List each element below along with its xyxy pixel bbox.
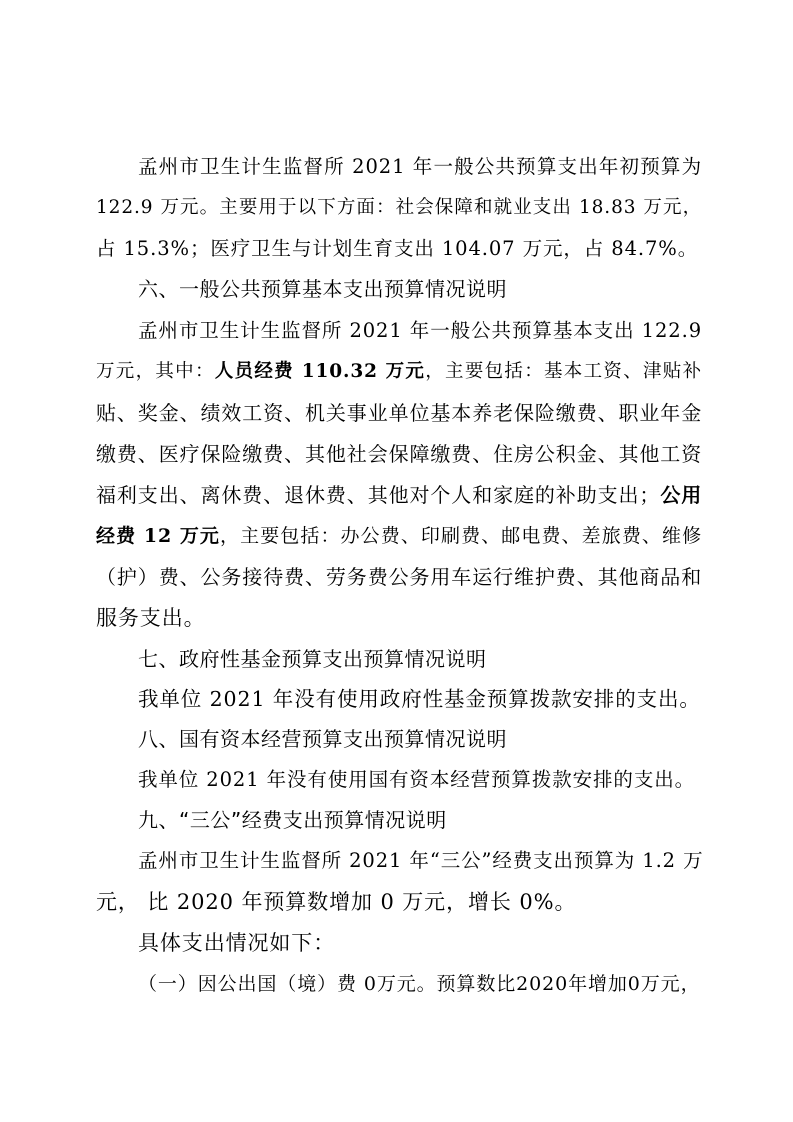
text-segment: 万元，其中： bbox=[96, 361, 215, 382]
paragraph-line: 孟州市卫生计生监督所 2021 年一般公共预算基本支出 122.9 bbox=[138, 319, 702, 342]
paragraph-line: （护）费、公务接待费、劳务费公务用车运行维护费、其他商品和 bbox=[96, 565, 703, 589]
section-heading: 八、国有资本经营预算支出预算情况说明 bbox=[138, 727, 507, 751]
text-segment: 福利支出、离休费、退休费、其他对个人和家庭的补助支出； bbox=[96, 483, 661, 507]
paragraph-line: 缴费、医疗保险缴费、其他社会保障缴费、住房公积金、其他工资 bbox=[96, 442, 703, 466]
paragraph-line: 孟州市卫生计生监督所 2021 年一般公共预算支出年初预算为 bbox=[138, 155, 702, 178]
paragraph-line: 服务支出。 bbox=[96, 606, 206, 630]
paragraph-line: 贴、奖金、绩效工资、机关事业单位基本养老保险缴费、职业年金 bbox=[96, 401, 703, 425]
paragraph-line: 具体支出情况如下： bbox=[138, 931, 336, 955]
text-segment: ，主要包括：办公费、印刷费、邮电费、差旅费、维修 bbox=[220, 525, 702, 547]
paragraph-line bbox=[96, 357, 702, 387]
paragraph-line bbox=[96, 521, 702, 551]
paragraph-line: 我单位 2021 年没有使用政府性基金预算拨款安排的支出。 bbox=[138, 687, 701, 711]
paragraph-line: 122.9 万元。主要用于以下方面：社会保障和就业支出 18.83 万元， bbox=[96, 197, 702, 218]
paragraph-line: 元， 比 2020 年预算数增加 0 万元，增长 0%。 bbox=[96, 890, 577, 914]
paragraph-line: 占 15.3%；医疗卫生与计划生育支出 104.07 万元，占 84.7%。 bbox=[96, 237, 699, 260]
section-heading: 七、政府性基金预算支出预算情况说明 bbox=[138, 647, 487, 671]
paragraph-line bbox=[96, 480, 702, 510]
text-segment: ，主要包括：基本工资、津贴补 bbox=[425, 361, 702, 382]
bold-text-segment: 公用 bbox=[660, 483, 703, 507]
bold-text-segment: 人员经费 110.32 万元 bbox=[214, 361, 426, 382]
bold-text-segment: 经费 12 万元 bbox=[96, 525, 221, 547]
paragraph-line: （一）因公出国（境）费 0万元。预算数比2020年增加0万元， bbox=[138, 973, 701, 995]
paragraph-line: 孟州市卫生计生监督所 2021 年“三公”经费支出预算为 1.2 万 bbox=[138, 849, 704, 872]
section-heading: 六、一般公共预算基本支出预算情况说明 bbox=[138, 277, 507, 301]
section-heading: 九、“三公”经费支出预算情况说明 bbox=[138, 808, 447, 832]
paragraph-line: 我单位 2021 年没有使用国有资本经营预算拨款安排的支出。 bbox=[138, 768, 696, 791]
